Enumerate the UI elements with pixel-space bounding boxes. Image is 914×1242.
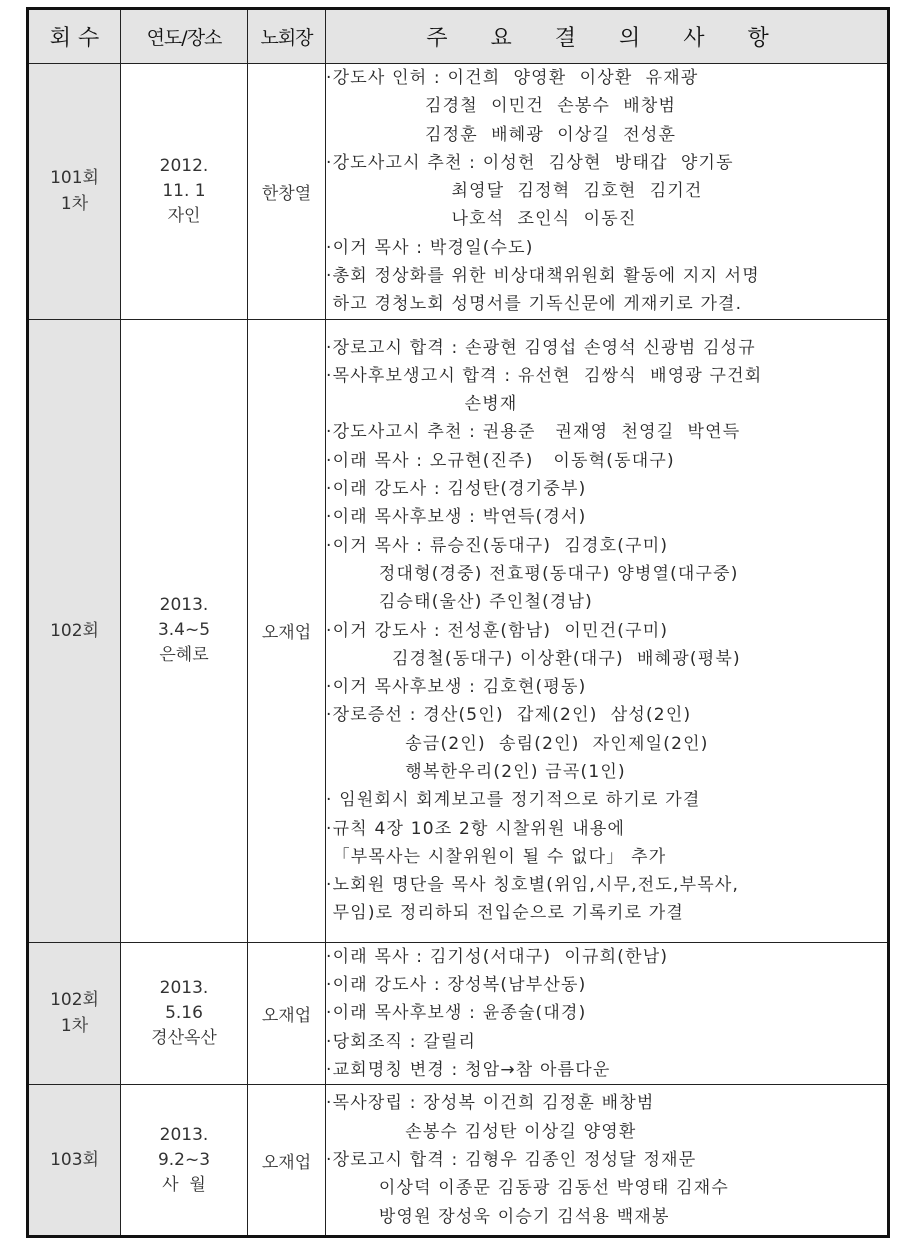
resolution-line: ·총회 정상화를 위한 비상대책위원회 활동에 지지 서명 — [326, 266, 760, 287]
session-text: 101회 — [50, 168, 99, 189]
date-place-text: 자인 — [167, 205, 201, 226]
resolution-line: 김경철(동대구) 이상환(대구) 배혜광(평북) — [326, 648, 741, 669]
date-place-cell — [121, 319, 248, 942]
session-cell — [28, 319, 121, 942]
moderator-cell: 오재업 — [248, 1085, 326, 1237]
date-place-cell — [121, 64, 248, 320]
resolution-line: ·이거 강도사 : 전성훈(함남) 이민건(구미) — [326, 620, 669, 641]
resolution-line: ·이거 목사후보생 : 김호현(평동) — [326, 677, 587, 698]
session-text: 102회 — [50, 620, 99, 641]
date-place-text: 경산옥산 — [151, 1027, 217, 1048]
date-place-text: 2013. — [159, 595, 209, 616]
header-moderator: 노회장 — [248, 9, 326, 64]
date-place-text: 2013. — [159, 977, 209, 998]
date-place-text: 2013. — [159, 1124, 209, 1145]
date-place-text: 9.2~3 — [157, 1149, 211, 1170]
table-row — [28, 942, 889, 1084]
resolution-line: ·이래 목사 : 김기성(서대구) 이규희(한남) — [326, 946, 669, 967]
resolutions-cell — [326, 64, 889, 320]
date-place-text: 은혜로 — [159, 645, 209, 666]
resolution-line: ·규칙 4장 10조 2항 시찰위원 내용에 — [326, 818, 626, 839]
resolution-line: 방영원 장성욱 이승기 김석용 백재봉 — [326, 1206, 670, 1227]
resolution-line: ·노회원 명단을 목사 칭호별(위임,시무,전도,부목사, — [326, 875, 740, 896]
resolutions-cell — [326, 1085, 889, 1237]
session-cell — [28, 1085, 121, 1237]
resolution-line: ·교회명칭 변경 : 청암→참 아름다운 — [326, 1059, 611, 1080]
moderator-cell: 오재업 — [248, 319, 326, 942]
resolution-line: 김승태(울산) 주인철(경남) — [326, 592, 593, 613]
resolution-line: 「부목사는 시찰위원이 될 수 없다」 추가 — [326, 846, 667, 867]
date-place-text: 11. 1 — [162, 180, 206, 201]
resolution-line: ·목사장립 : 장성복 이건희 김정훈 배창범 — [326, 1093, 655, 1114]
resolution-line: · 임원회시 회계보고를 정기적으로 하기로 가결 — [326, 790, 701, 811]
resolution-line: 하고 경청노회 성명서를 기독신문에 게재키로 가결. — [326, 294, 743, 315]
resolution-line: 정대형(경중) 전효평(동대구) 양병열(대구중) — [326, 563, 739, 584]
session-cell — [28, 942, 121, 1084]
resolution-line: ·장로고시 합격 : 김형우 김종인 정성달 정재문 — [326, 1150, 697, 1170]
resolution-line: 김경철 이민건 손봉수 배창범 — [326, 96, 677, 117]
resolution-line: ·강도사고시 추천 : 권용준 권재영 천영길 박연득 — [326, 422, 741, 443]
session-cell — [28, 64, 121, 320]
resolution-line: ·이래 목사후보생 : 윤종술(대경) — [326, 1003, 587, 1024]
session-text: 1차 — [60, 194, 89, 215]
session-text: 102회 — [50, 990, 99, 1011]
resolution-line: ·강도사 인허 : 이건희 양영환 이상환 유재광 — [326, 68, 699, 88]
resolution-line: 행복한우리(2인) 금곡(1인) — [326, 762, 626, 782]
resolution-line: ·이래 강도사 : 장성복(남부산동) — [326, 974, 587, 995]
resolutions-cell — [326, 319, 889, 942]
moderator-cell: 오재업 — [248, 942, 326, 1084]
resolution-line: 손병재 — [326, 394, 518, 415]
resolution-line: ·이래 목사 : 오규현(진주) 이동혁(동대구) — [326, 450, 675, 471]
table-row — [28, 1085, 889, 1237]
table-row — [28, 319, 889, 942]
resolution-line: 이상덕 이종문 김동광 김동선 박영태 김재수 — [326, 1178, 730, 1199]
date-place-text: 5.16 — [165, 1002, 203, 1023]
date-place-text: 사 월 — [162, 1174, 206, 1195]
date-place-cell — [121, 1085, 248, 1237]
header-session: 회 수 — [28, 9, 121, 64]
resolution-line: ·목사후보생고시 합격 : 유선현 김쌍식 배영광 구건회 — [326, 365, 763, 386]
header-date-place: 연도/장소 — [121, 9, 248, 64]
header-main-resolutions: 주 요 결 의 사 항 — [326, 9, 889, 64]
resolution-line: 송금(2인) 송림(2인) 자인제일(2인) — [326, 733, 709, 754]
date-place-text: 3.4~5 — [157, 620, 211, 641]
session-text: 103회 — [50, 1150, 99, 1171]
resolution-line: 나호석 조인식 이동진 — [326, 209, 637, 230]
resolutions-cell — [326, 942, 889, 1084]
resolution-line: 최영달 김정혁 김호현 김기건 — [326, 181, 703, 202]
resolution-line: ·이래 목사후보생 : 박연득(경서) — [326, 507, 587, 528]
resolution-line: ·당회조직 : 갈릴리 — [326, 1031, 477, 1052]
table-row — [28, 64, 889, 320]
date-place-text: 2012. — [159, 155, 209, 176]
resolution-line: ·이거 목사 : 류승진(동대구) 김경호(구미) — [326, 535, 669, 556]
resolution-line: ·강도사고시 추천 : 이성헌 김상현 방태갑 양기동 — [326, 152, 734, 173]
resolution-line: 무임)로 정리하되 전입순으로 기록키로 가결 — [326, 903, 685, 924]
resolutions-table — [26, 7, 890, 1238]
resolution-line: 손봉수 김성탄 이상길 양영환 — [326, 1121, 637, 1142]
resolution-line: ·장로고시 합격 : 손광현 김영섭 손영석 신광범 김성규 — [326, 337, 756, 358]
resolution-line: ·이래 강도사 : 김성탄(경기중부) — [326, 479, 587, 500]
date-place-cell — [121, 942, 248, 1084]
header-row — [28, 9, 889, 64]
session-text: 1차 — [60, 1016, 89, 1037]
resolution-line: ·이거 목사 : 박경일(수도) — [326, 237, 534, 258]
resolution-line: ·장로증선 : 경산(5인) 갑제(2인) 삼성(2인) — [326, 705, 692, 726]
resolution-line: 김정훈 배혜광 이상길 전성훈 — [326, 124, 677, 145]
moderator-cell: 한창열 — [248, 64, 326, 320]
